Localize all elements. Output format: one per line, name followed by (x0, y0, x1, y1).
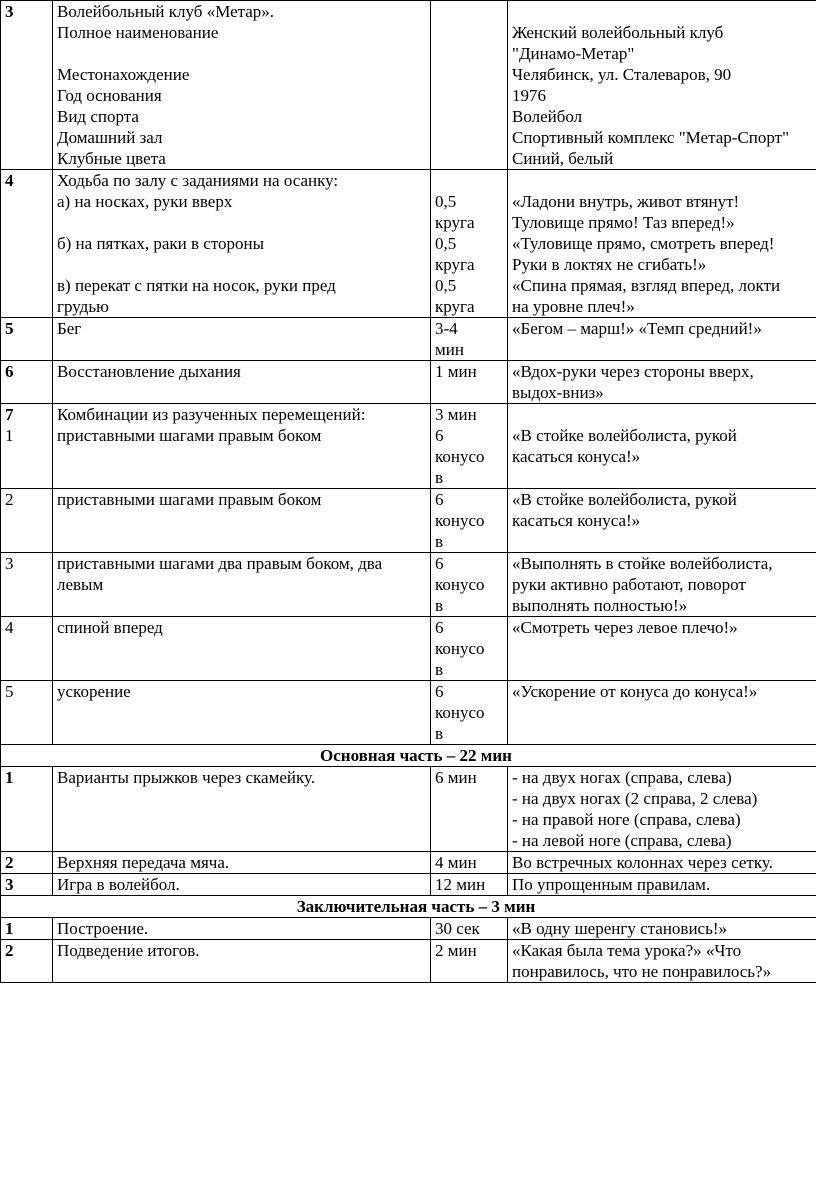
dosage-cell-line: в (435, 596, 444, 615)
dosage-cell-line: в (435, 660, 444, 679)
dosage-cell-line: 0,5 (435, 192, 457, 211)
table-row (1, 553, 816, 617)
row-number (1, 681, 53, 745)
instructions-cell-line: Волейбол (512, 107, 583, 126)
dosage-cell (431, 852, 508, 874)
instructions-cell (508, 767, 816, 852)
row-number (1, 404, 53, 489)
row-number-line: 3 (5, 2, 14, 21)
instructions-cell (508, 617, 816, 681)
dosage-cell (431, 617, 508, 681)
table-row (1, 617, 816, 681)
exercise-cell-line: Бег (57, 319, 82, 338)
instructions-cell-line: Спортивный комплекс "Метар-Спорт" (512, 128, 790, 147)
table-row (1, 170, 816, 318)
table-row (1, 404, 816, 489)
instructions-cell-line: «Вдох-руки через стороны вверх, (512, 362, 754, 381)
row-number (1, 361, 53, 404)
exercise-cell (53, 170, 431, 318)
row-number-line: 5 (5, 319, 14, 338)
dosage-cell (431, 874, 508, 896)
table-row (1, 918, 816, 940)
dosage-cell-line: 6 (435, 618, 444, 637)
dosage-cell (431, 489, 508, 553)
instructions-cell (508, 874, 816, 896)
instructions-cell-line: По упрощенным правилам. (512, 875, 711, 894)
exercise-cell (53, 852, 431, 874)
dosage-cell-line: 2 мин (435, 941, 477, 960)
exercise-cell-line: Построение. (57, 919, 149, 938)
instructions-cell (508, 170, 816, 318)
exercise-cell (53, 404, 431, 489)
instructions-cell (508, 404, 816, 489)
instructions-cell-line: «Выполнять в стойке волейболиста, (512, 554, 773, 573)
row-number-line: 3 (5, 875, 14, 894)
exercise-cell-line: Полное наименование (57, 23, 219, 42)
dosage-cell-line: 6 (435, 490, 444, 509)
dosage-cell-line: 1 мин (435, 362, 477, 381)
exercise-cell-line: Местонахождение (57, 65, 190, 84)
instructions-cell-line: «В стойке волейболиста, рукой (512, 426, 737, 445)
table-row (1, 874, 816, 896)
dosage-cell (431, 940, 508, 983)
dosage-cell (431, 404, 508, 489)
dosage-cell-line: 6 (435, 682, 444, 701)
exercise-cell-line: приставными шагами правым боком (57, 490, 322, 509)
instructions-cell-line: Челябинск, ул. Сталеваров, 90 (512, 65, 732, 84)
dosage-cell (431, 170, 508, 318)
instructions-cell (508, 681, 816, 745)
main-part-header (1, 745, 816, 767)
exercise-cell-line: левым (57, 575, 104, 594)
row-number (1, 918, 53, 940)
exercise-cell-line: в) перекат с пятки на носок, руки пред (57, 276, 336, 295)
dosage-cell-line: 0,5 (435, 234, 457, 253)
instructions-cell-line: «Ускорение от конуса до конуса!» (512, 682, 758, 701)
exercise-cell (53, 1, 431, 170)
instructions-cell (508, 318, 816, 361)
table-row (1, 681, 816, 745)
exercise-cell-line (57, 212, 427, 233)
row-number-line: 1 (5, 919, 14, 938)
dosage-cell (431, 1, 508, 170)
main-part-header-title: Основная часть – 22 мин (1, 745, 816, 767)
instructions-cell (508, 1, 816, 170)
exercise-cell (53, 681, 431, 745)
exercise-cell-line: Домашний зал (57, 128, 163, 147)
instructions-cell (508, 489, 816, 553)
exercise-cell-line (57, 43, 427, 64)
row-number (1, 852, 53, 874)
instructions-cell-line: «Спина прямая, взгляд вперед, локти (512, 276, 781, 295)
dosage-cell (431, 553, 508, 617)
row-number-line: 2 (5, 490, 14, 509)
instructions-cell-line: - на левой ноге (справа, слева) (512, 831, 732, 850)
exercise-cell-line: Игра в волейбол. (57, 875, 180, 894)
instructions-cell (508, 553, 816, 617)
instructions-cell (508, 918, 816, 940)
row-number (1, 170, 53, 318)
row-number (1, 617, 53, 681)
dosage-cell-line: конусо (435, 639, 485, 658)
row-number-line: 1 (5, 768, 14, 787)
table-row (1, 318, 816, 361)
instructions-cell-line: Во встречных колоннах через сетку. (512, 853, 773, 872)
exercise-cell-line: Подведение итогов. (57, 941, 200, 960)
exercise-cell-line: а) на носках, руки вверх (57, 192, 233, 211)
exercise-cell (53, 318, 431, 361)
instructions-cell-line: «Смотреть через левое плечо!» (512, 618, 738, 637)
dosage-cell-line: 3-4 (435, 319, 458, 338)
dosage-cell-line: 6 (435, 426, 444, 445)
exercise-cell-line: Вид спорта (57, 107, 139, 126)
row-number (1, 940, 53, 983)
instructions-cell-line: - на правой ноге (справа, слева) (512, 810, 741, 829)
exercise-cell-line: б) на пятках, раки в стороны (57, 234, 265, 253)
row-number-line: 3 (5, 554, 14, 573)
dosage-cell-line: конусо (435, 447, 485, 466)
instructions-cell-line: касаться конуса!» (512, 447, 641, 466)
table-row (1, 852, 816, 874)
exercise-cell-line: Волейбольный клуб «Метар». (57, 2, 275, 21)
table-row (1, 940, 816, 983)
dosage-cell-line (435, 170, 504, 191)
instructions-cell-line (512, 170, 816, 191)
dosage-cell-line: в (435, 724, 444, 743)
exercise-cell-line: Комбинации из разученных перемещений: (57, 405, 366, 424)
exercise-cell-line: ускорение (57, 682, 131, 701)
exercise-cell (53, 553, 431, 617)
dosage-cell-line: круга (435, 213, 475, 232)
exercise-cell (53, 918, 431, 940)
dosage-cell (431, 318, 508, 361)
exercise-cell (53, 617, 431, 681)
exercise-cell (53, 361, 431, 404)
instructions-cell-line: «Какая была тема урока?» «Что (512, 941, 742, 960)
final-part-header-title: Заключительная часть – 3 мин (1, 896, 816, 918)
exercise-cell-line: приставными шагами правым боком (57, 426, 322, 445)
table-row (1, 489, 816, 553)
instructions-cell-line (512, 404, 816, 425)
dosage-cell-line: круга (435, 255, 475, 274)
table-row (1, 1, 816, 170)
dosage-cell-line: в (435, 532, 444, 551)
instructions-cell-line: касаться конуса!» (512, 511, 641, 530)
row-number-line: 7 (5, 405, 14, 424)
row-number-line: 1 (5, 426, 14, 445)
exercise-cell-line: приставными шагами два правым боком, два (57, 554, 383, 573)
instructions-cell-line: - на двух ногах (справа, слева) (512, 768, 732, 787)
exercise-cell-line: Восстановление дыхания (57, 362, 241, 381)
instructions-cell-line: Синий, белый (512, 149, 614, 168)
exercise-cell-line: Год основания (57, 86, 162, 105)
dosage-cell (431, 918, 508, 940)
row-number-line: 4 (5, 171, 14, 190)
instructions-cell-line: 1976 (512, 86, 546, 105)
instructions-cell-line: «В одну шеренгу становись!» (512, 919, 728, 938)
instructions-cell-line: выполнять полностью!» (512, 596, 688, 615)
exercise-cell (53, 874, 431, 896)
row-number (1, 874, 53, 896)
instructions-cell (508, 852, 816, 874)
instructions-cell-line: на уровне плеч!» (512, 297, 635, 316)
row-number-line: 4 (5, 618, 14, 637)
dosage-cell-line: мин (435, 340, 464, 359)
table-row (1, 767, 816, 852)
row-number (1, 767, 53, 852)
row-number (1, 1, 53, 170)
row-number-line: 2 (5, 853, 14, 872)
exercise-cell (53, 940, 431, 983)
row-number (1, 489, 53, 553)
dosage-cell (431, 767, 508, 852)
exercise-cell-line: Клубные цвета (57, 149, 166, 168)
dosage-cell-line: 3 мин (435, 405, 477, 424)
instructions-cell-line: «Бегом – марш!» «Темп средний!» (512, 319, 762, 338)
dosage-cell-line: 6 мин (435, 768, 477, 787)
dosage-cell-line: 30 сек (435, 919, 480, 938)
dosage-cell-line: конусо (435, 511, 485, 530)
final-part-header (1, 896, 816, 918)
instructions-cell-line: Туловище прямо! Таз вперед!» (512, 213, 735, 232)
row-number (1, 553, 53, 617)
dosage-cell-line: 12 мин (435, 875, 486, 894)
dosage-cell-line: 0,5 (435, 276, 457, 295)
dosage-cell (431, 681, 508, 745)
dosage-cell-line: конусо (435, 575, 485, 594)
instructions-cell (508, 940, 816, 983)
table-row (1, 361, 816, 404)
instructions-cell-line: Женский волейбольный клуб (512, 23, 724, 42)
exercise-cell-line: грудью (57, 297, 109, 316)
exercise-cell (53, 489, 431, 553)
exercise-cell-line: Ходьба по залу с заданиями на осанку: (57, 171, 339, 190)
row-number (1, 318, 53, 361)
exercise-cell-line: спиной вперед (57, 618, 163, 637)
exercise-cell-line: Варианты прыжков через скамейку. (57, 768, 316, 787)
dosage-cell-line: 4 мин (435, 853, 477, 872)
instructions-cell-line: "Динамо-Метар" (512, 44, 635, 63)
dosage-cell-line: круга (435, 297, 475, 316)
dosage-cell-line: конусо (435, 703, 485, 722)
instructions-cell-line: Руки в локтях не сгибать!» (512, 255, 707, 274)
row-number-line: 2 (5, 941, 14, 960)
dosage-cell (431, 361, 508, 404)
instructions-cell-line (512, 1, 816, 22)
dosage-cell-line: в (435, 468, 444, 487)
instructions-cell-line: «Ладони внутрь, живот втянут! (512, 192, 740, 211)
instructions-cell-line: «В стойке волейболиста, рукой (512, 490, 737, 509)
instructions-cell-line: «Туловище прямо, смотреть вперед! (512, 234, 775, 253)
instructions-cell-line: руки активно работают, поворот (512, 575, 746, 594)
exercise-cell-line (57, 254, 427, 275)
instructions-cell (508, 361, 816, 404)
instructions-cell-line: понравилось, что не понравилось?» (512, 962, 772, 981)
row-number-line: 6 (5, 362, 14, 381)
exercise-cell-line: Верхняя передача мяча. (57, 853, 230, 872)
exercise-cell (53, 767, 431, 852)
row-number-line: 5 (5, 682, 14, 701)
dosage-cell-line: 6 (435, 554, 444, 573)
instructions-cell-line: выдох-вниз» (512, 383, 604, 402)
instructions-cell-line: - на двух ногах (2 справа, 2 слева) (512, 789, 758, 808)
